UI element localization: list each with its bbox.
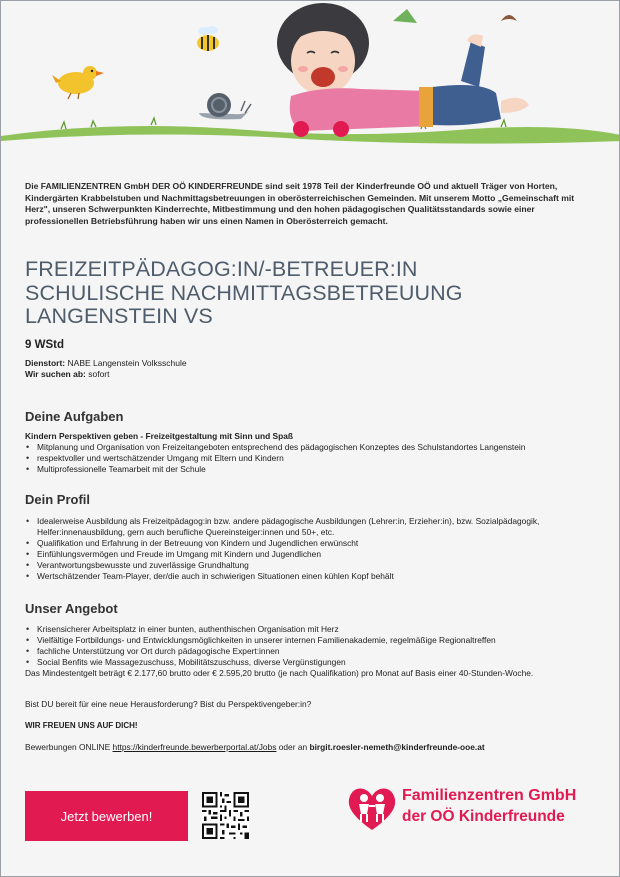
list-item: • Idealerweise Ausbildung als Freizeitpädagog:in bzw. andere pädagogische Ausbildungen (Lehrer:in, Erzieher:in), bzw. Sozialpädagogik, Helfer:innenausbildung, gern auch berufliche Quereinsteiger:innen und 50+, etc. bbox=[25, 516, 601, 538]
closing-statement: WIR FREUEN UNS AUF DICH! bbox=[25, 721, 138, 730]
hero-illustration bbox=[1, 1, 620, 171]
job-title-line: LANGENSTEIN VS bbox=[25, 304, 213, 328]
small-bird-icon bbox=[501, 15, 517, 21]
closing-question: Bist DU bereit für eine neue Herausforderung? Bist du Perspektivengeber:in? bbox=[25, 699, 312, 709]
offer-heading: Unser Angebot bbox=[25, 601, 118, 616]
apply-portal-link[interactable]: https://kinderfreunde.bewerberportal.at/Jobs bbox=[112, 742, 277, 752]
intro-text: Die FAMILIENZENTREN GmbH DER OÖ KINDERFREUNDE sind seit 1978 Teil der Kinderfreunde OÖ und aktuell Träger von Horten, Kindergärten Krabbelstuben und Nachmittagsbetreuungen in oberösterreichischen Gemeinden. Mit unserem Motto „Gemeinschaft mit Herz", unseren Schwerpunkten Kinderrechte, Mitbestimmung und den hohen pädagogischen Qualitätsstandards sowie einer professionellen Betriebsführung haben wir uns einen Namen in Oberösterreich gemacht. bbox=[25, 181, 575, 226]
profile-list bbox=[25, 516, 601, 583]
start-label: Wir suchen ab: bbox=[25, 369, 86, 379]
tasks-heading: Deine Aufgaben bbox=[25, 409, 124, 424]
location-label: Dienstort: bbox=[25, 358, 66, 368]
salary-text: Das Mindestentgelt beträgt € 2.177,60 brutto oder € 2.595,20 brutto (je nach Qualifikation) pro Monat auf Basis einer 40-Stunden-Woche. bbox=[25, 668, 534, 678]
bird-icon bbox=[52, 66, 104, 99]
apply-middle: oder an bbox=[278, 742, 308, 752]
apply-prefix: Bewerbungen ONLINE bbox=[25, 742, 111, 752]
hours-per-week: 9 WStd bbox=[25, 339, 64, 351]
job-title bbox=[25, 258, 597, 329]
qr-code-icon[interactable] bbox=[202, 792, 249, 839]
list-item: • Mitplanung und Organisation von Freizeitangeboten entsprechend des pädagogischen Konzeptes des Schulstandortes Langenstein bbox=[25, 442, 601, 453]
hat-icon bbox=[393, 9, 417, 23]
apply-now-button[interactable]: Jetzt bewerben! bbox=[25, 791, 188, 841]
logo-line-2: der OÖ Kinderfreunde bbox=[402, 808, 565, 825]
list-item: • fachliche Unterstützung vor Ort durch pädagogische Expert:innen bbox=[25, 646, 601, 657]
start-value: sofort bbox=[88, 369, 110, 379]
list-item: • Einfühlungsvermögen und Freude im Umgang mit Kindern und Jugendlichen bbox=[25, 549, 601, 560]
list-item: • Krisensicherer Arbeitsplatz in einer bunten, authenthischen Organisation mit Herz bbox=[25, 624, 601, 635]
organization-logo bbox=[346, 784, 596, 834]
list-item: • respektvoller und wertschätzender Umgang mit Eltern und Kindern bbox=[25, 453, 601, 464]
profile-heading: Dein Profil bbox=[25, 492, 91, 507]
list-item: • Social Benfits wie Massagezuschuss, Mobilitätszuschuss, diverse Vergünstigungen bbox=[25, 657, 601, 668]
list-item: • Qualifikation und Erfahrung in der Betreuung von Kindern und Jugendlichen erwünscht bbox=[25, 538, 601, 549]
apply-info bbox=[25, 742, 601, 753]
offer-list bbox=[25, 624, 601, 668]
list-item: • Wertschätzender Team-Player, der/die auch in schwierigen Situationen einen kühlen Kopf behält bbox=[25, 571, 601, 582]
tasks-list bbox=[25, 442, 601, 475]
two-children-heart-logo-icon bbox=[346, 784, 398, 832]
logo-line-1: Familienzentren GmbH bbox=[402, 787, 577, 804]
list-item: • Vielfältige Fortbildungs- und Entwicklungsmöglichkeiten in unserer internen Familienakademie, regelmäßige Regionaltreffen bbox=[25, 635, 601, 646]
list-item: • Verantwortungsbewusste und zuverlässige Grundhaltung bbox=[25, 560, 601, 571]
list-item: • Multiprofessionelle Teamarbeit mit der Schule bbox=[25, 464, 601, 475]
job-meta bbox=[25, 358, 187, 380]
snail-icon bbox=[199, 93, 251, 119]
bee-icon bbox=[197, 26, 219, 51]
apply-email[interactable]: birgit.roesler-nemeth@kinderfreunde-ooe.at bbox=[309, 742, 485, 752]
tasks-subheading: Kindern Perspektiven geben - Freizeitgestaltung mit Sinn und Spaß bbox=[25, 431, 294, 441]
job-title-line: FREIZEITPÄDAGOG:IN/-BETREUER:IN bbox=[25, 257, 418, 281]
girl-illustration bbox=[277, 3, 529, 137]
location-value: NABE Langenstein Volksschule bbox=[67, 358, 187, 368]
job-title-line: SCHULISCHE NACHMITTAGSBETREUUNG bbox=[25, 280, 463, 305]
